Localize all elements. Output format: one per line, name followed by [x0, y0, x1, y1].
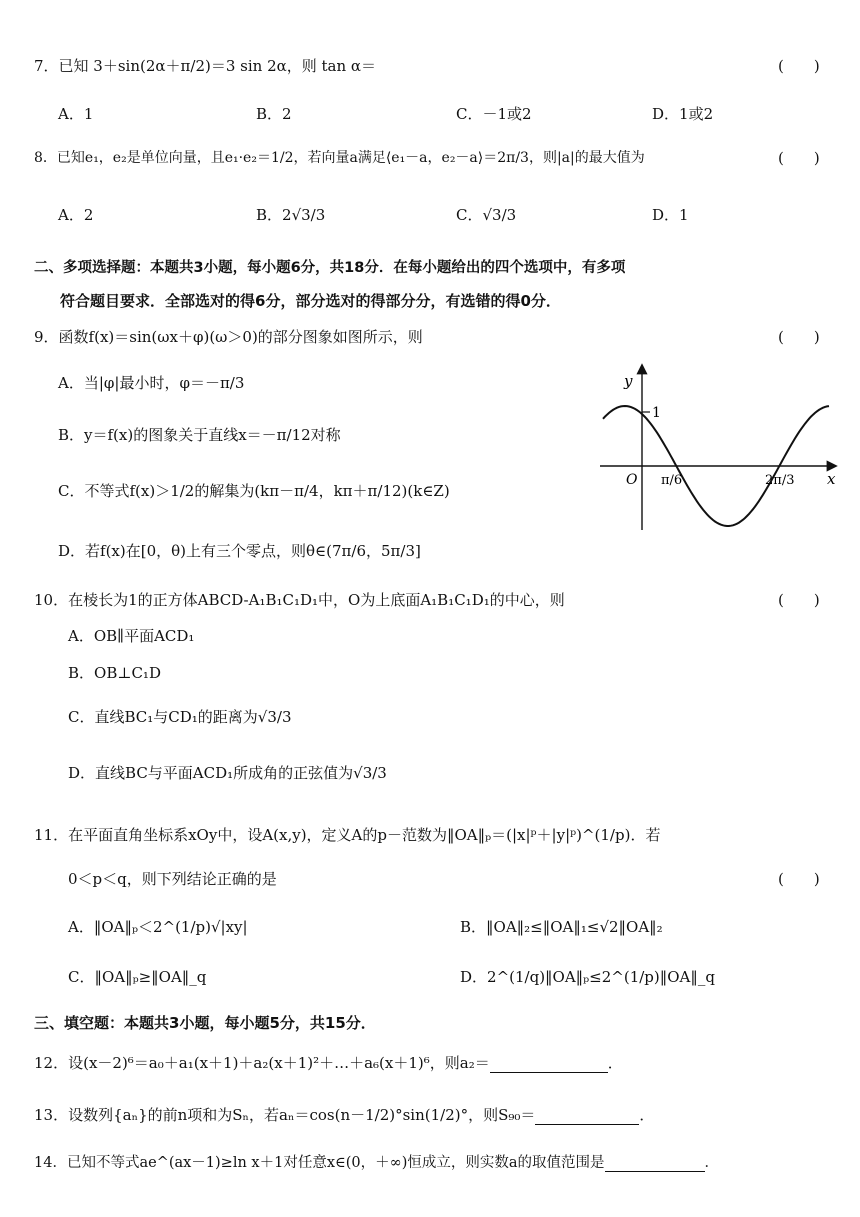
q9-option-b: B．y＝f(x)的图象关于直线x＝－π/12对称 — [58, 426, 341, 444]
tick-1-label: 1 — [652, 405, 661, 421]
question-8: 8．已知e₁，e₂是单位向量，且e₁·e₂＝1/2，若向量a满足⟨e₁－a，e₂－a⟩＝2π/3，则|a|的最大值为 — [34, 150, 645, 166]
answer-blank-14[interactable] — [605, 1155, 705, 1172]
question-12 — [34, 1052, 623, 1073]
q7-option-b: B．2 — [256, 105, 292, 123]
q11-option-b: B．‖OA‖₂≤‖OA‖₁≤√2‖OA‖₂ — [460, 918, 663, 936]
q8-option-c: C．√3/3 — [456, 206, 517, 224]
answer-paren-8: ( ) — [778, 149, 820, 167]
question-12-text: 12．设(x－2)⁶＝a₀＋a₁(x＋1)＋a₂(x＋1)²＋…＋a₆(x＋1)⁶，则a₂＝ — [34, 1054, 490, 1072]
q7-option-c: C．－1或2 — [456, 105, 532, 123]
answer-paren-11: ( ) — [778, 870, 820, 888]
section-2-heading: 二、多项选择题：本题共3小题，每小题6分，共18分．在每小题给出的四个选项中，有多项 — [34, 260, 626, 276]
q9-option-a: A．当|φ|最小时，φ＝－π/3 — [58, 374, 245, 392]
question-9: 9．函数f(x)＝sin(ωx＋φ)(ω＞0)的部分图象如图所示，则 — [34, 328, 423, 346]
question-7: 7．已知 3＋sin(2α＋π/2)＝3 sin 2α，则 tan α＝ — [34, 57, 377, 75]
question-12-end: ． — [607, 1054, 623, 1072]
q9-option-c: C．不等式f(x)＞1/2的解集为(kπ－π/4，kπ＋π/12)(k∈Z) — [58, 482, 450, 500]
sine-graph — [595, 360, 845, 535]
q11-option-d: D．2^(1/q)‖OA‖ₚ≤2^(1/p)‖OA‖_q — [460, 968, 715, 986]
q8-option-d: D．1 — [652, 206, 689, 224]
q10-option-d: D．直线BC与平面ACD₁所成角的正弦值为√3/3 — [68, 764, 387, 782]
origin-label: O — [626, 472, 638, 488]
answer-paren-10: ( ) — [778, 591, 820, 609]
section-2-instructions: 符合题目要求．全部选对的得6分，部分选对的得部分分，有选错的得0分． — [60, 292, 561, 310]
question-10: 10．在棱长为1的正方体ABCD-A₁B₁C₁D₁中，O为上底面A₁B₁C₁D₁的中心，则 — [34, 591, 565, 609]
answer-blank-13[interactable] — [535, 1108, 639, 1125]
answer-paren-7: ( ) — [778, 57, 820, 75]
question-14-end: ． — [704, 1155, 719, 1171]
q10-option-a: A．OB∥平面ACD₁ — [68, 627, 195, 645]
question-11-line2: 0＜p＜q，则下列结论正确的是 — [68, 870, 277, 888]
x-axis-label: x — [827, 470, 836, 488]
q8-option-a: A．2 — [58, 206, 94, 224]
y-axis-label: y — [624, 372, 633, 390]
tick-pi6-label: π/6 — [661, 473, 683, 488]
q7-option-d: D．1或2 — [652, 105, 714, 123]
section-3-heading: 三、填空题：本题共3小题，每小题5分，共15分． — [34, 1014, 376, 1032]
q11-option-a: A．‖OA‖ₚ＜2^(1/p)√|xy| — [68, 918, 248, 936]
q9-option-d: D．若f(x)在[0，θ)上有三个零点，则θ∈(7π/6，5π/3] — [58, 542, 421, 560]
question-14 — [34, 1151, 719, 1172]
q10-option-b: B．OB⊥C₁D — [68, 664, 161, 682]
question-14-text: 14．已知不等式ae^(ax－1)≥ln x＋1对任意x∈(0，＋∞)恒成立，则实数a的取值范围是 — [34, 1155, 605, 1171]
question-13-end: ． — [639, 1106, 655, 1124]
question-13 — [34, 1104, 654, 1125]
answer-blank-12[interactable] — [490, 1056, 608, 1073]
q11-option-c: C．‖OA‖ₚ≥‖OA‖_q — [68, 968, 207, 986]
question-13-text: 13．设数列{aₙ}的前n项和为Sₙ，若aₙ＝cos(n－1/2)°sin(1/2)°，则S₉₀＝ — [34, 1106, 536, 1124]
tick-2pi3-label: 2π/3 — [765, 473, 795, 488]
q8-option-b: B．2√3/3 — [256, 206, 326, 224]
q10-option-c: C．直线BC₁与CD₁的距离为√3/3 — [68, 708, 292, 726]
answer-paren-9: ( ) — [778, 328, 820, 346]
question-11-line1: 11．在平面直角坐标系xOy中，设A(x,y)，定义A的p－范数为‖OA‖ₚ＝(|x|ᵖ＋|y|ᵖ)^(1/p)．若 — [34, 826, 661, 844]
q7-option-a: A．1 — [58, 105, 94, 123]
